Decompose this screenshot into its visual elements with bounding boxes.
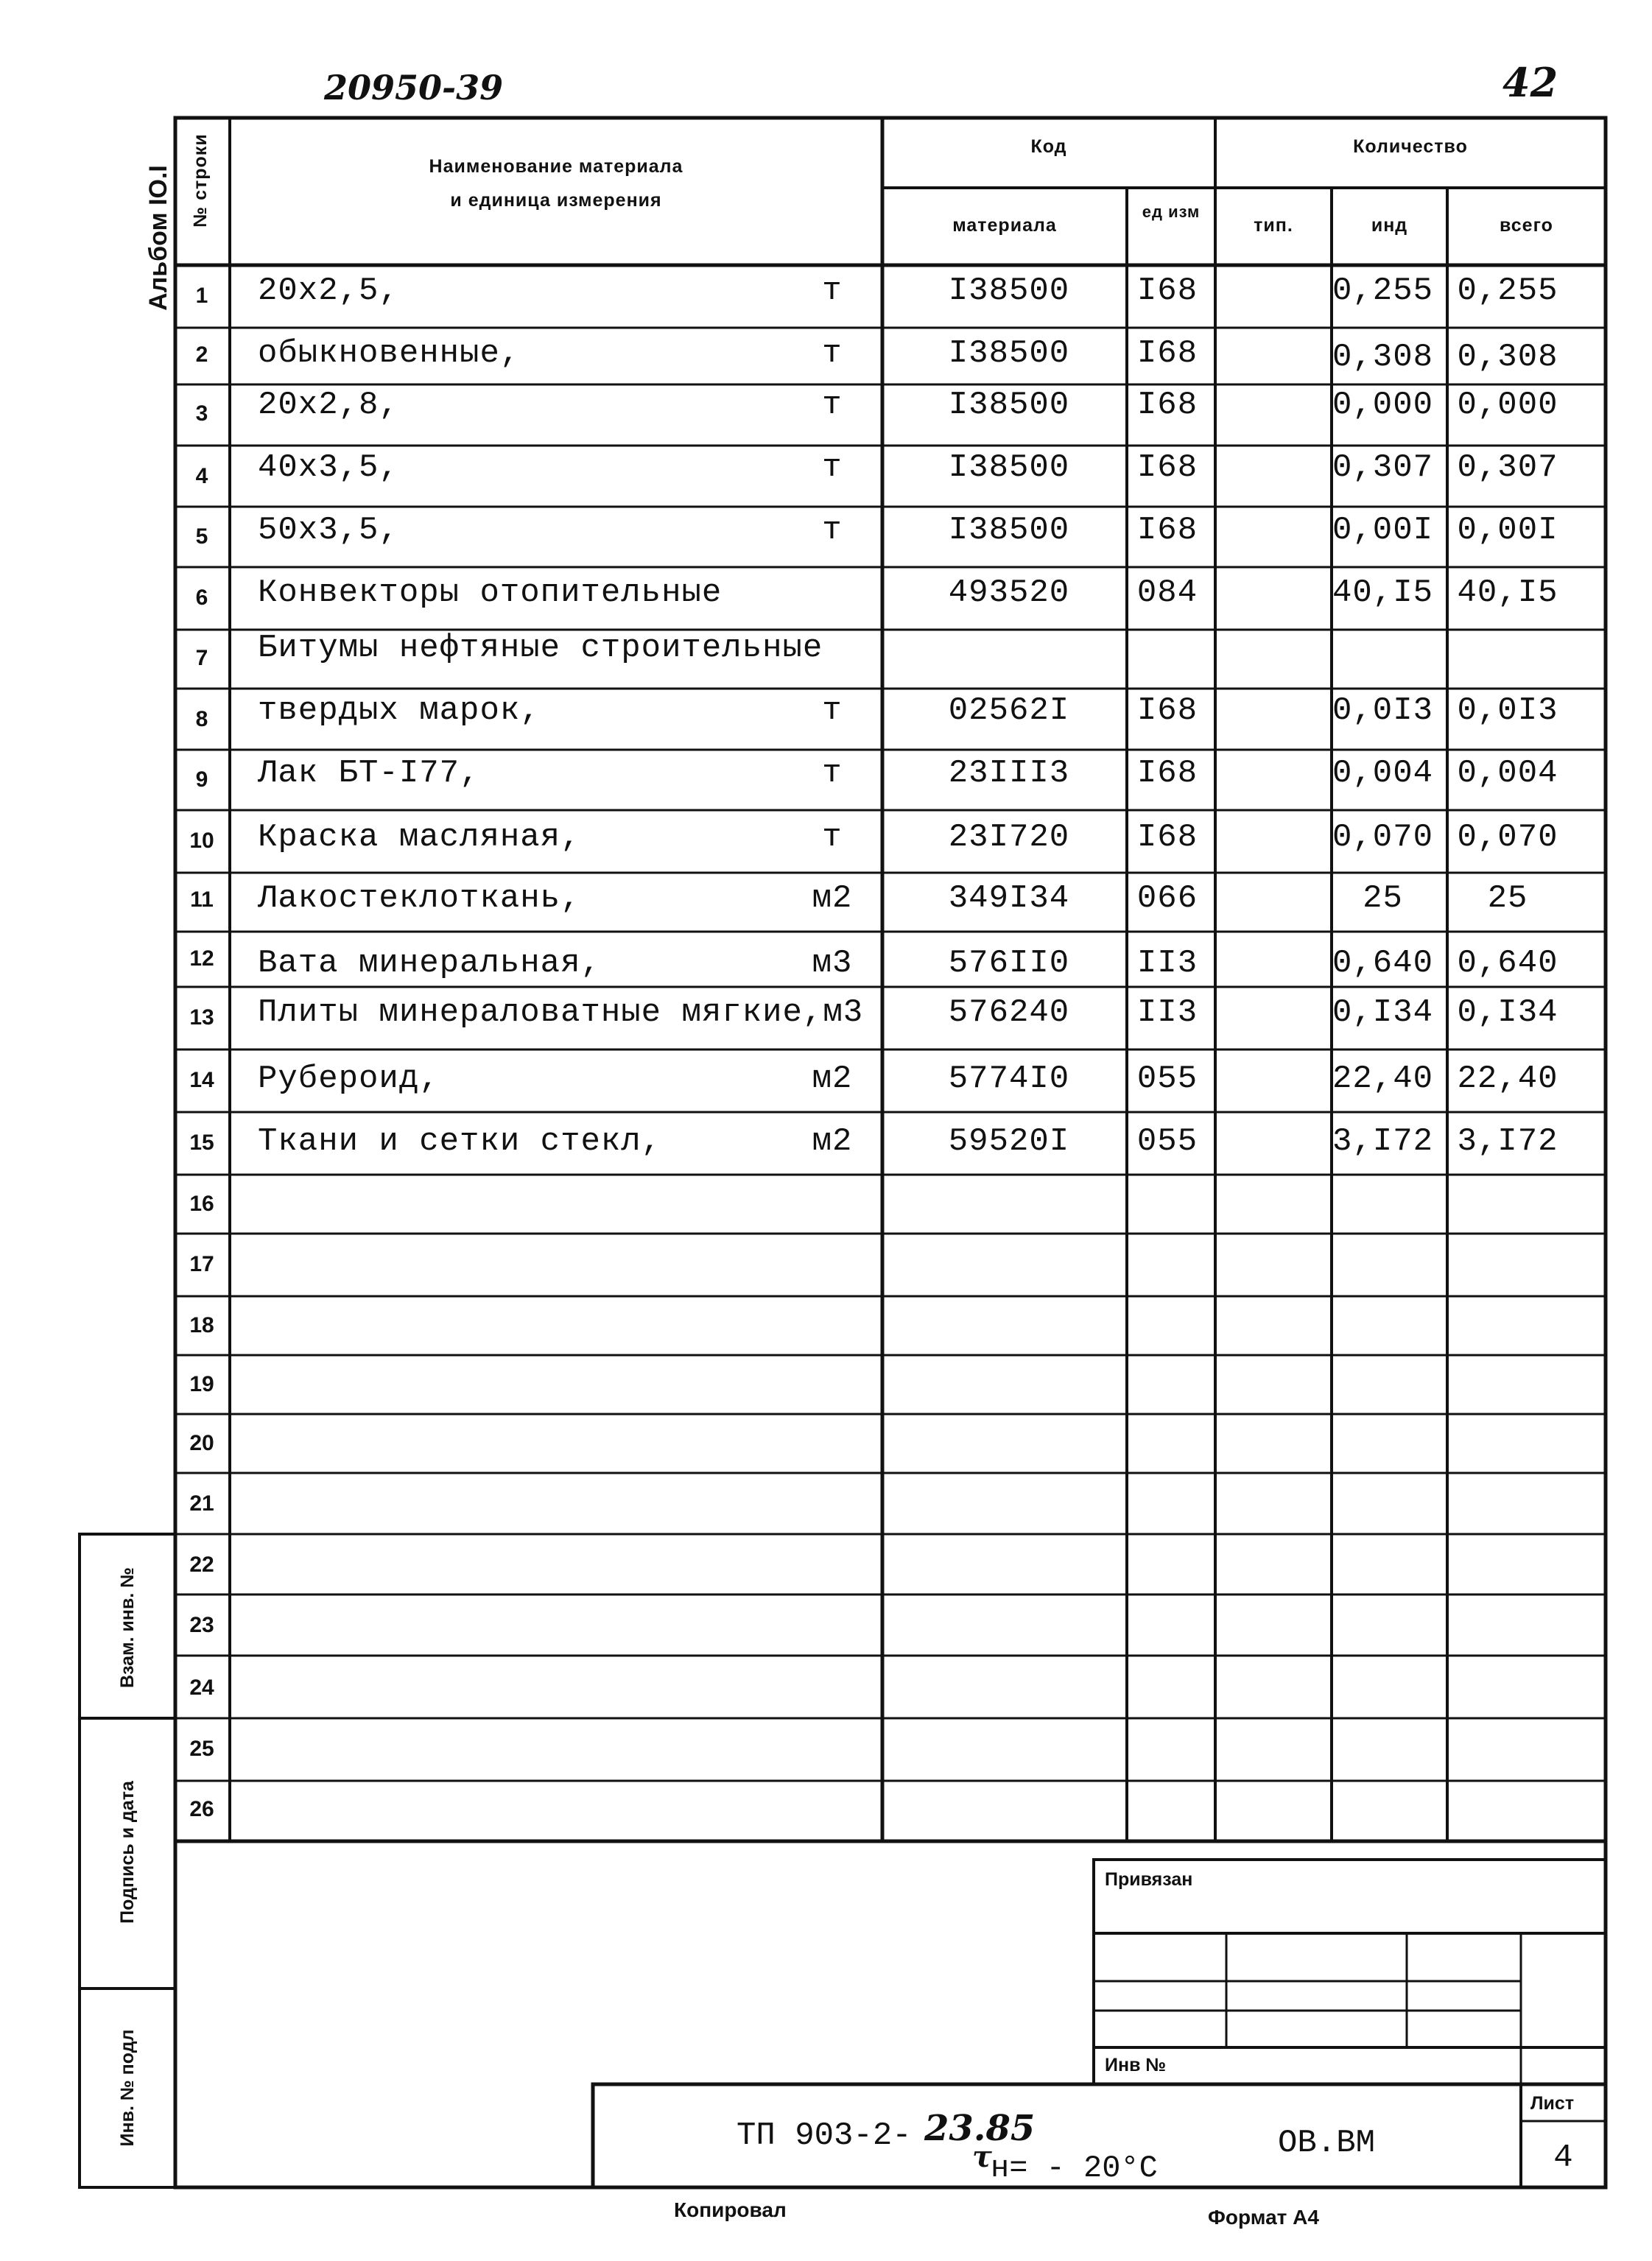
qty-total: 0,I34 [1457,994,1558,1031]
qty-ind: 0,307 [1332,449,1434,486]
material-code: 5774I0 [948,1061,1070,1097]
material-name: 20х2,5, [258,272,399,309]
header-qty-total: всего [1500,215,1553,236]
row-number: 20 [189,1431,214,1455]
row-number: 5 [195,524,208,549]
qty-total: 0,255 [1457,272,1558,309]
material-name: Лак БТ-I77, [258,755,480,792]
qty-ind: 0,070 [1332,819,1434,856]
row-number: 14 [189,1068,214,1092]
material-code: 349I34 [948,880,1070,917]
material-name: Плиты минераловатные мягкие,м3 [258,994,864,1031]
header-row-number: № строки [190,133,211,228]
header-code: Код [1030,136,1067,157]
inv-no-label: Инв № [1105,2055,1167,2075]
unit-code: I68 [1136,387,1198,423]
material-code: 576II0 [948,945,1070,982]
row-number: 7 [195,646,208,670]
qty-ind: 0,I34 [1332,994,1434,1031]
temp-symbol: τ [972,2139,992,2174]
row-number: 9 [195,767,208,792]
qty-total: 0,070 [1457,819,1558,856]
material-code: 23I720 [948,819,1070,856]
qty-ind: 40,I5 [1332,574,1434,611]
row-number: 10 [189,829,214,853]
row-number: 3 [195,401,208,426]
material-name: 50х3,5, [258,512,399,549]
qty-ind: 0,255 [1332,272,1434,309]
material-unit: т [822,692,843,729]
row-number: 21 [189,1491,214,1516]
row-number: 12 [189,946,214,971]
material-name: твердых марок, [258,692,541,729]
material-name: Битумы нефтяные строительные [258,630,823,667]
unit-code: I68 [1136,819,1198,856]
material-unit: м2 [812,1123,853,1160]
material-name: Вата минеральная, [258,945,601,982]
material-name: Краска масляная, [258,819,581,856]
material-unit: м2 [812,880,853,917]
header-quantity: Количество [1353,136,1468,157]
material-name: Лакостеклоткань, [258,880,581,917]
unit-code: I68 [1136,449,1198,486]
qty-total: 0,000 [1457,387,1558,423]
material-unit: т [822,512,843,549]
list-number: 4 [1553,2139,1573,2176]
unit-code: 055 [1136,1123,1198,1160]
row-number: 24 [189,1675,214,1700]
header-qty-ind: инд [1371,215,1408,236]
material-unit: т [822,819,843,856]
material-name: Конвекторы отопительные [258,574,723,611]
unit-code: II3 [1136,994,1198,1031]
qty-total: 0,640 [1457,945,1558,982]
album-label: Альбом IO.I [144,165,172,311]
row-number: 16 [189,1192,214,1216]
qty-total: 0,308 [1457,339,1558,376]
header-code-unit: ед изм [1142,203,1201,221]
unit-code: I68 [1136,512,1198,549]
design-temperature: н= - 20°С [991,2151,1158,2186]
designation-prefix: ТП 903-2- [737,2117,912,2154]
material-code: I38500 [948,272,1070,309]
stamp-vzam-inv: Взам. инв. № [117,1566,138,1689]
unit-code: II3 [1136,945,1198,982]
material-code: I38500 [948,512,1070,549]
header-name-line2: и единица измерения [450,190,662,211]
header-qty-typ: тип. [1254,215,1293,236]
material-unit: м2 [812,1061,853,1097]
unit-code: 066 [1136,880,1198,917]
qty-total: 0,0I3 [1457,692,1558,729]
qty-total: 0,307 [1457,449,1558,486]
row-number: 26 [189,1797,214,1821]
page-number: 42 [1502,59,1558,106]
row-number: 13 [189,1005,214,1030]
qty-ind: 0,00I [1332,512,1434,549]
unit-code: 084 [1136,574,1198,611]
material-unit: т [822,335,843,372]
material-name: Рубероид, [258,1061,440,1097]
document-number: 20950-39 [324,68,504,108]
unit-code: I68 [1136,755,1198,792]
qty-ind: 3,I72 [1332,1123,1434,1160]
material-name: обыкновенные, [258,335,521,372]
sheet-code: ОВ.ВМ [1278,2125,1376,2162]
stamp-podpis-data: Подпись и дата [117,1781,138,1924]
footer-kopiroval: Копировал [674,2198,787,2221]
unit-code: I68 [1136,692,1198,729]
material-unit: т [822,387,843,423]
material-code: 23III3 [948,755,1070,792]
row-number: 4 [195,464,208,488]
row-number: 17 [189,1252,214,1276]
row-number: 6 [195,586,208,610]
material-name: 40х3,5, [258,449,399,486]
qty-ind: 0,004 [1332,755,1434,792]
stamp-inv-podl: Инв. № подл [117,2029,138,2147]
material-code: 576240 [948,994,1070,1031]
qty-total: 3,I72 [1457,1123,1558,1160]
material-unit: т [822,272,843,309]
qty-ind: 25 [1363,880,1403,917]
material-code: I38500 [948,387,1070,423]
row-number: 25 [189,1737,214,1761]
row-number: 19 [189,1372,214,1396]
material-name: Ткани и сетки стекл, [258,1123,662,1160]
material-name: 20х2,8, [258,387,399,423]
qty-total: 0,00I [1457,512,1558,549]
material-unit: м3 [812,945,853,982]
material-unit: т [822,449,843,486]
qty-ind: 0,640 [1332,945,1434,982]
header-code-material: материала [952,215,1057,236]
row-number: 11 [190,887,214,912]
qty-total: 25 [1487,880,1528,917]
qty-ind: 22,40 [1332,1061,1434,1097]
row-number: 15 [189,1130,214,1155]
unit-code: 055 [1136,1061,1198,1097]
header-name-line1: Наименование материала [429,156,683,177]
row-number: 23 [189,1613,214,1637]
row-number: 18 [189,1313,214,1337]
row-number: 22 [189,1553,214,1577]
qty-ind: 0,000 [1332,387,1434,423]
row-number: 2 [195,342,208,367]
qty-ind: 0,0I3 [1332,692,1434,729]
material-code: 02562I [948,692,1070,729]
material-unit: т [822,755,843,792]
qty-total: 22,40 [1457,1061,1558,1097]
material-code: I38500 [948,335,1070,372]
designation-number: 23.85 [924,2108,1036,2149]
footer-format: Формат А4 [1208,2206,1319,2229]
qty-total: 40,I5 [1457,574,1558,611]
material-code: I38500 [948,449,1070,486]
list-label: Лист [1530,2093,1575,2114]
material-code: 493520 [948,574,1070,611]
material-code: 59520I [948,1123,1070,1160]
privyazan-label: Привязан [1105,1869,1193,1890]
row-number: 1 [195,284,208,308]
row-number: 8 [195,707,208,731]
unit-code: I68 [1136,272,1198,309]
qty-total: 0,004 [1457,755,1558,792]
qty-ind: 0,308 [1332,339,1434,376]
unit-code: I68 [1136,335,1198,372]
